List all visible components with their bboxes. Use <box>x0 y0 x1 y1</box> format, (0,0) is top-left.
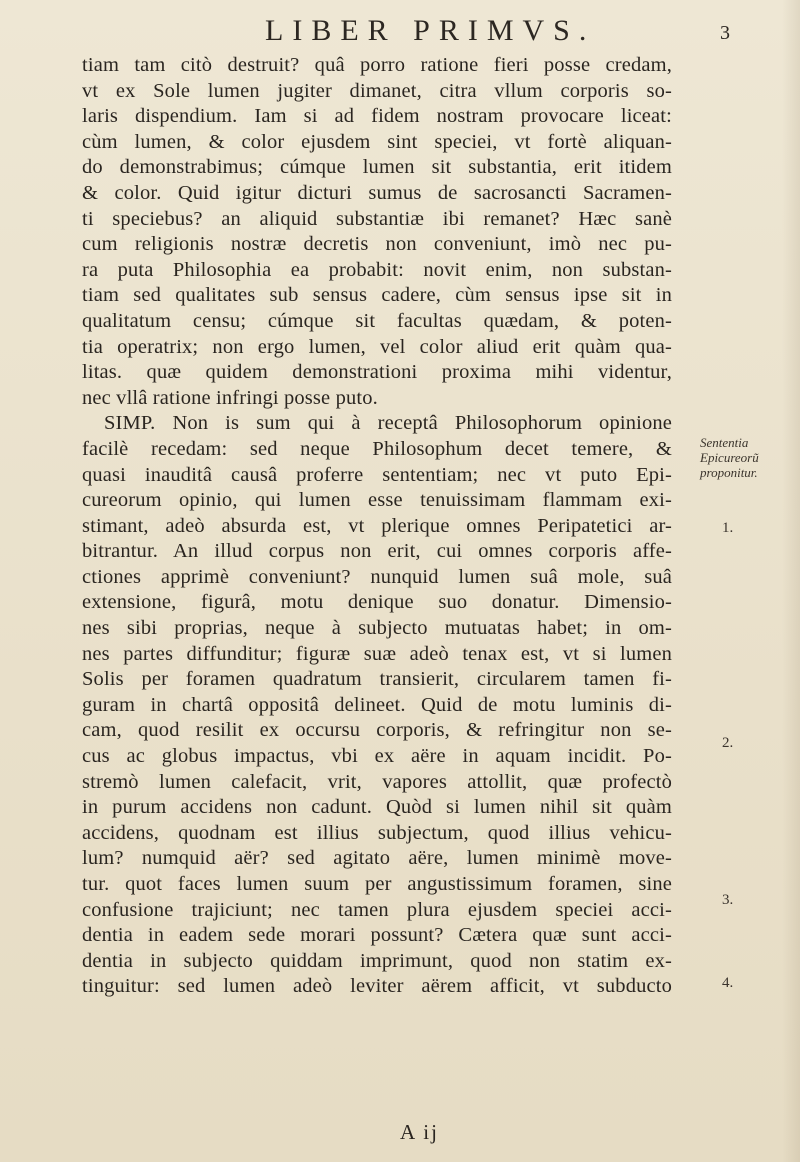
margin-note-line: proponitur. <box>700 465 758 480</box>
text-line: qualitatum censu; cúmque sit facultas quædam, & poten- <box>82 309 672 332</box>
margin-number: 2. <box>722 735 734 751</box>
text-line: tiam tam citò destruit? quâ porro ratione fieri posse credam, <box>82 54 672 76</box>
text-line: tiam sed qualitates sub sensus cadere, cùm sensus ipse sit in <box>82 284 672 307</box>
text-line: SIMP. Non is sum qui à receptâ Philosophorum opinione <box>104 412 672 435</box>
text-line: extensione, figurâ, motu denique suo donatur. Dimensio- <box>82 591 672 614</box>
text-line: stimant, adeò absurda est, vt plerique omnes Peripatetici ar- <box>82 514 672 537</box>
text-line: in purum accidens non cadunt. Quòd si lumen nihil sit quàm <box>82 796 672 819</box>
text-line: nec vllâ ratione infringi posse puto. <box>82 386 378 409</box>
text-line: cureorum opinio, qui lumen esse tenuissimam flammam exi- <box>82 489 672 512</box>
text-line: vt ex Sole lumen jugiter dimanet, citra vllum corporis so- <box>82 79 672 102</box>
signature-mark: A ij <box>400 1120 439 1144</box>
page-fold-shadow <box>782 0 800 1162</box>
text-line: cam, quod resilit ex occursu corporis, & refringitur non se- <box>82 719 672 742</box>
text-line: dentia in subjecto quiddam imprimunt, quod non statim ex- <box>82 949 672 972</box>
text-line: laris dispendium. Iam si ad fidem nostram provocare liceat: <box>82 105 672 128</box>
text-line: nes partes diffunditur; figuræ suæ adeò tenax est, vt si lumen <box>82 642 672 665</box>
text-line: Solis per foramen quadratum transierit, circularem tamen fi- <box>82 668 672 691</box>
text-line: quasi inauditâ causâ proferre sententiam; nec vt puto Epi- <box>82 463 672 486</box>
text-line: cus ac globus impactus, vbi ex aëre in aquam incidit. Po- <box>82 745 672 768</box>
text-line: litas. quæ quidem demonstrationi proxima mihi videntur, <box>82 361 672 384</box>
text-line: bitrantur. An illud corpus non erit, cui omnes corporis affe- <box>82 540 672 563</box>
body-text <box>82 53 672 1000</box>
text-line: accidens, quodnam est illius subjectum, quod illius vehicu- <box>82 821 672 844</box>
margin-number: 1. <box>722 520 734 536</box>
margin-note <box>700 435 795 480</box>
text-line: ti speciebus? an aliquid substantiæ ibi remanet? Hæc sanè <box>82 207 672 230</box>
text-line: do demonstrabimus; cúmque lumen sit substantia, erit itidem <box>82 156 672 179</box>
text-line: guram in chartâ oppositâ delineet. Quid de motu luminis di- <box>82 693 672 716</box>
text-line: tur. quot faces lumen suum per angustissimum foramen, sine <box>82 873 672 895</box>
text-line: ra puta Philosophia ea probabit: novit enim, non substan- <box>82 258 672 281</box>
text-line: stremò lumen calefacit, vrit, vapores attollit, quæ profectò <box>82 770 672 793</box>
text-line: tia operatrix; non ergo lumen, vel color aliud erit quàm qua- <box>82 335 672 358</box>
text-line: facilè recedam: sed neque Philosophum decet temere, & <box>82 437 672 460</box>
text-line: nes sibi proprias, neque à subjecto mutuatas habet; in om- <box>82 617 672 640</box>
margin-note-line: Sententia <box>700 435 749 450</box>
text-line: tinguitur: sed lumen adeò leviter aërem afficit, vt subducto <box>82 975 672 998</box>
text-line: cùm lumen, & color ejusdem sint speciei, vt fortè aliquan- <box>82 130 672 153</box>
text-line: dentia in eadem sede morari possunt? Cætera quæ sunt acci- <box>82 924 672 947</box>
margin-note-line: Epicureorũ <box>700 450 759 465</box>
text-line: & color. Quid igitur dicturi sumus de sacrosancti Sacramen- <box>82 181 672 204</box>
page-header <box>180 14 730 54</box>
margin-number: 3. <box>722 892 734 908</box>
text-line: ctiones apprimè conveniunt? nunquid lumen suâ mole, suâ <box>82 565 672 588</box>
margin-number: 4. <box>722 975 734 991</box>
page-number: 3 <box>720 22 730 44</box>
text-line: confusione trajiciunt; nec tamen plura ejusdem speciei acci- <box>82 898 672 921</box>
running-title: LIBER PRIMVS. <box>265 14 596 47</box>
text-line: lum? numquid aër? sed agitato aëre, lumen minimè move- <box>82 847 672 870</box>
text-line: cum religionis nostræ decretis non conveniunt, imò nec pu- <box>82 233 672 256</box>
